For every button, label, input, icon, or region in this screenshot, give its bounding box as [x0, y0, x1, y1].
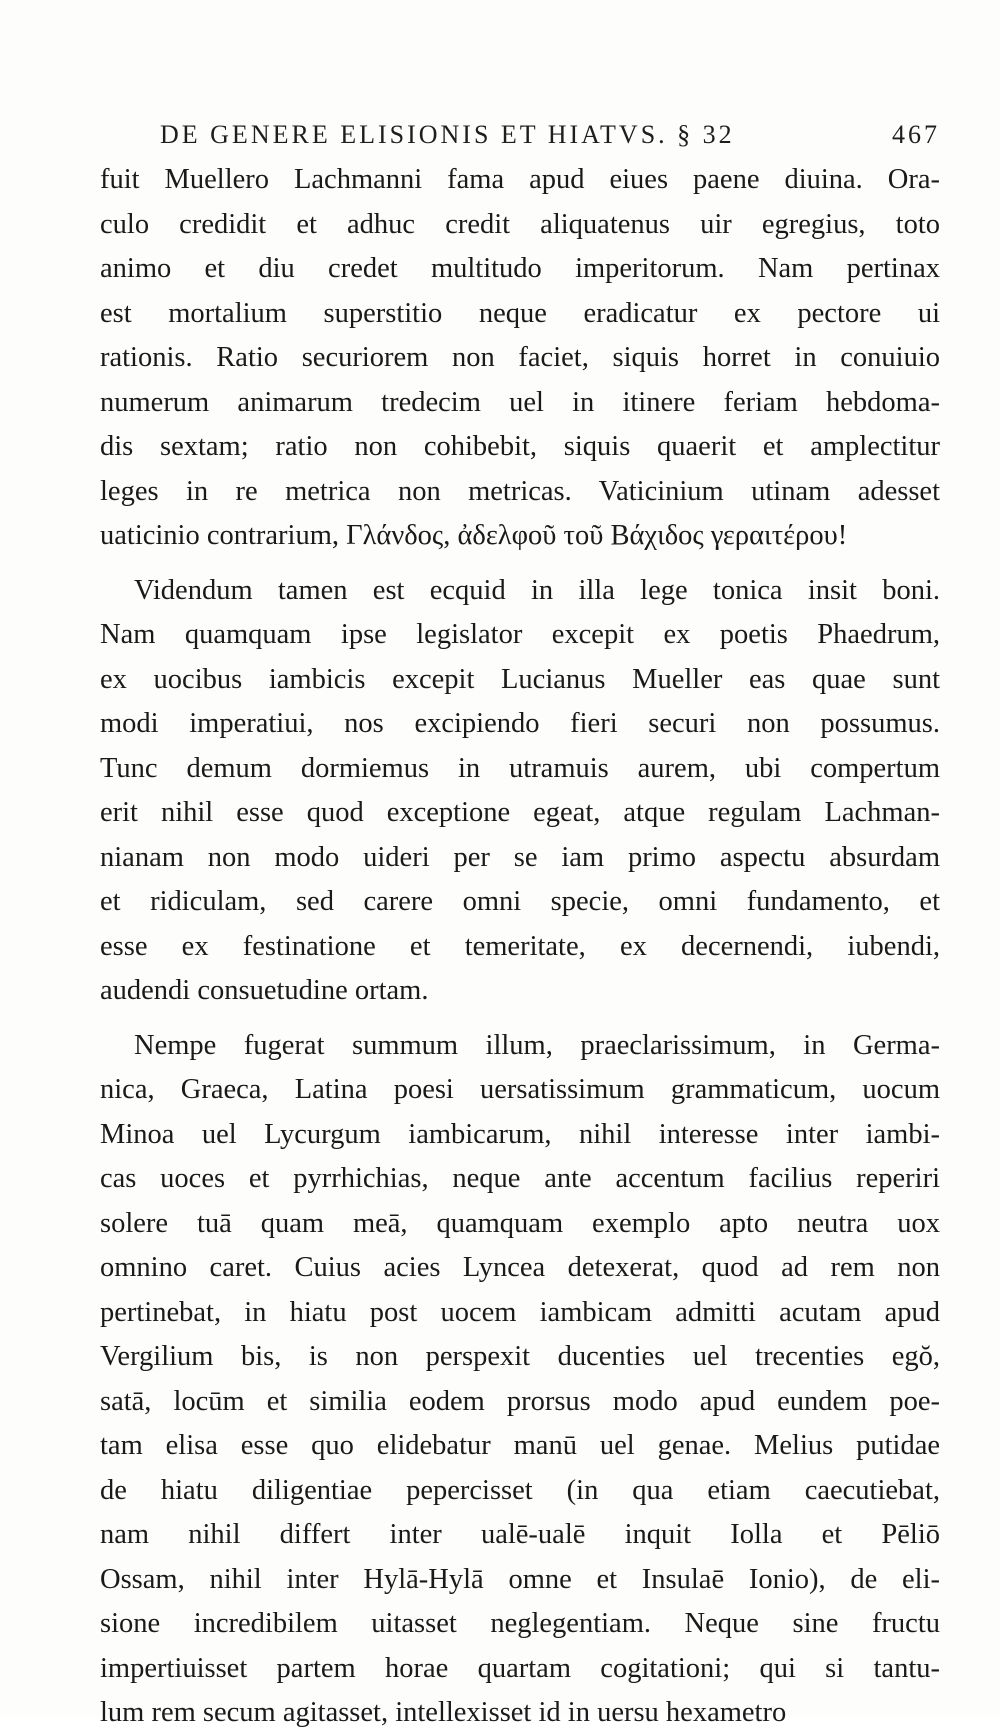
- text-line: sione incredibilem uitasset neglegentiam. Neque sine fructu: [100, 1608, 940, 1639]
- page-number: 467: [892, 120, 940, 149]
- text-line: audendi consuetudine ortam.: [100, 975, 429, 1006]
- text-line: nianam non modo uideri per se iam primo aspectu absurdam: [100, 841, 940, 873]
- text-line: nam nihil differt inter ualē-ualē inquit Iolla et Pēliō: [100, 1519, 940, 1550]
- text-line: Nempe fugerat summum illum, praeclarissimum, in Germa-: [134, 1029, 940, 1061]
- text-line: nica, Graeca, Latina poesi uersatissimum grammaticum, uocum: [100, 1074, 940, 1105]
- text-line: Ossam, nihil inter Hylā-Hylā omne et Insulaē Ionio), de eli-: [100, 1563, 940, 1595]
- text-line: leges in re metrica non metricas. Vaticinium utinam adesset: [100, 475, 940, 507]
- text-line: numerum animarum tredecim uel in itinere feriam hebdoma-: [100, 386, 940, 418]
- text-line: solere tuā quam meā, quamquam exemplo apto neutra uox: [100, 1207, 940, 1239]
- text-line: Nam quamquam ipse legislator excepit ex poetis Phaedrum,: [100, 619, 940, 650]
- text-line: dis sextam; ratio non cohibebit, siquis quaerit et amplectitur: [100, 431, 940, 462]
- text-line: pertinebat, in hiatu post uocem iambicam admitti acutam apud: [100, 1296, 940, 1328]
- text-line: tam elisa esse quo elidebatur manū uel genae. Melius putidae: [100, 1430, 940, 1461]
- text-line: Tunc demum dormiemus in utramuis aurem, ubi compertum: [100, 752, 940, 784]
- running-head: [160, 120, 940, 160]
- text-line: rationis. Ratio securiorem non faciet, siquis horret in conuiuio: [100, 342, 940, 373]
- text-line: Videndum tamen est ecquid in illa lege tonica insit boni.: [134, 574, 940, 606]
- body-text: [100, 158, 940, 1736]
- text-line: impertiuisset partem horae quartam cogitationi; qui si tantu-: [100, 1652, 940, 1684]
- text-line: ex uocibus iambicis excepit Lucianus Mueller eas quae sunt: [100, 663, 940, 695]
- text-line: Vergilium bis, is non perspexit ducenties uel trecenties egŏ,: [100, 1341, 940, 1372]
- paragraph: [100, 1024, 940, 1736]
- text-line: erit nihil esse quod exceptione egeat, atque regulam Lachman-: [100, 797, 940, 828]
- text-line: Minoa uel Lycurgum iambicarum, nihil interesse inter iambi-: [100, 1118, 940, 1150]
- running-head-title: DE GENERE ELISIONIS ET HIATVS. § 32: [160, 120, 735, 149]
- text-line: uaticinio contrarium, Γλάνδος, ἀδελφοῦ τοῦ Βάχιδος γεραιτέρου!: [100, 520, 848, 551]
- text-line: fuit Muellero Lachmanni fama apud eiues paene diuina. Ora-: [100, 164, 940, 195]
- paragraph: [100, 158, 940, 559]
- text-line: de hiatu diligentiae pepercisset (in qua etiam caecutiebat,: [100, 1474, 940, 1506]
- text-line: modi imperatiui, nos excipiendo fieri securi non possumus.: [100, 708, 940, 739]
- text-line: est mortalium superstitio neque eradicatur ex pectore ui: [100, 297, 940, 329]
- text-line: animo et diu credet multitudo imperitorum. Nam pertinax: [100, 253, 940, 284]
- text-line: omnino caret. Cuius acies Lyncea detexerat, quod ad rem non: [100, 1252, 940, 1283]
- text-line: satā, locūm et similia eodem prorsus modo apud eundem poe-: [100, 1385, 940, 1417]
- text-line: culo credidit et adhuc credit aliquatenus uir egregius, toto: [100, 208, 940, 240]
- text-line: esse ex festinatione et temeritate, ex decernendi, iubendi,: [100, 930, 940, 962]
- text-line: cas uoces et pyrrhichias, neque ante accentum facilius reperiri: [100, 1163, 940, 1194]
- paragraph: [100, 569, 940, 1014]
- text-line: lum rem secum agitasset, intellexisset id in uersu hexametro: [100, 1697, 787, 1728]
- text-line: et ridiculam, sed carere omni specie, omni fundamento, et: [100, 886, 940, 917]
